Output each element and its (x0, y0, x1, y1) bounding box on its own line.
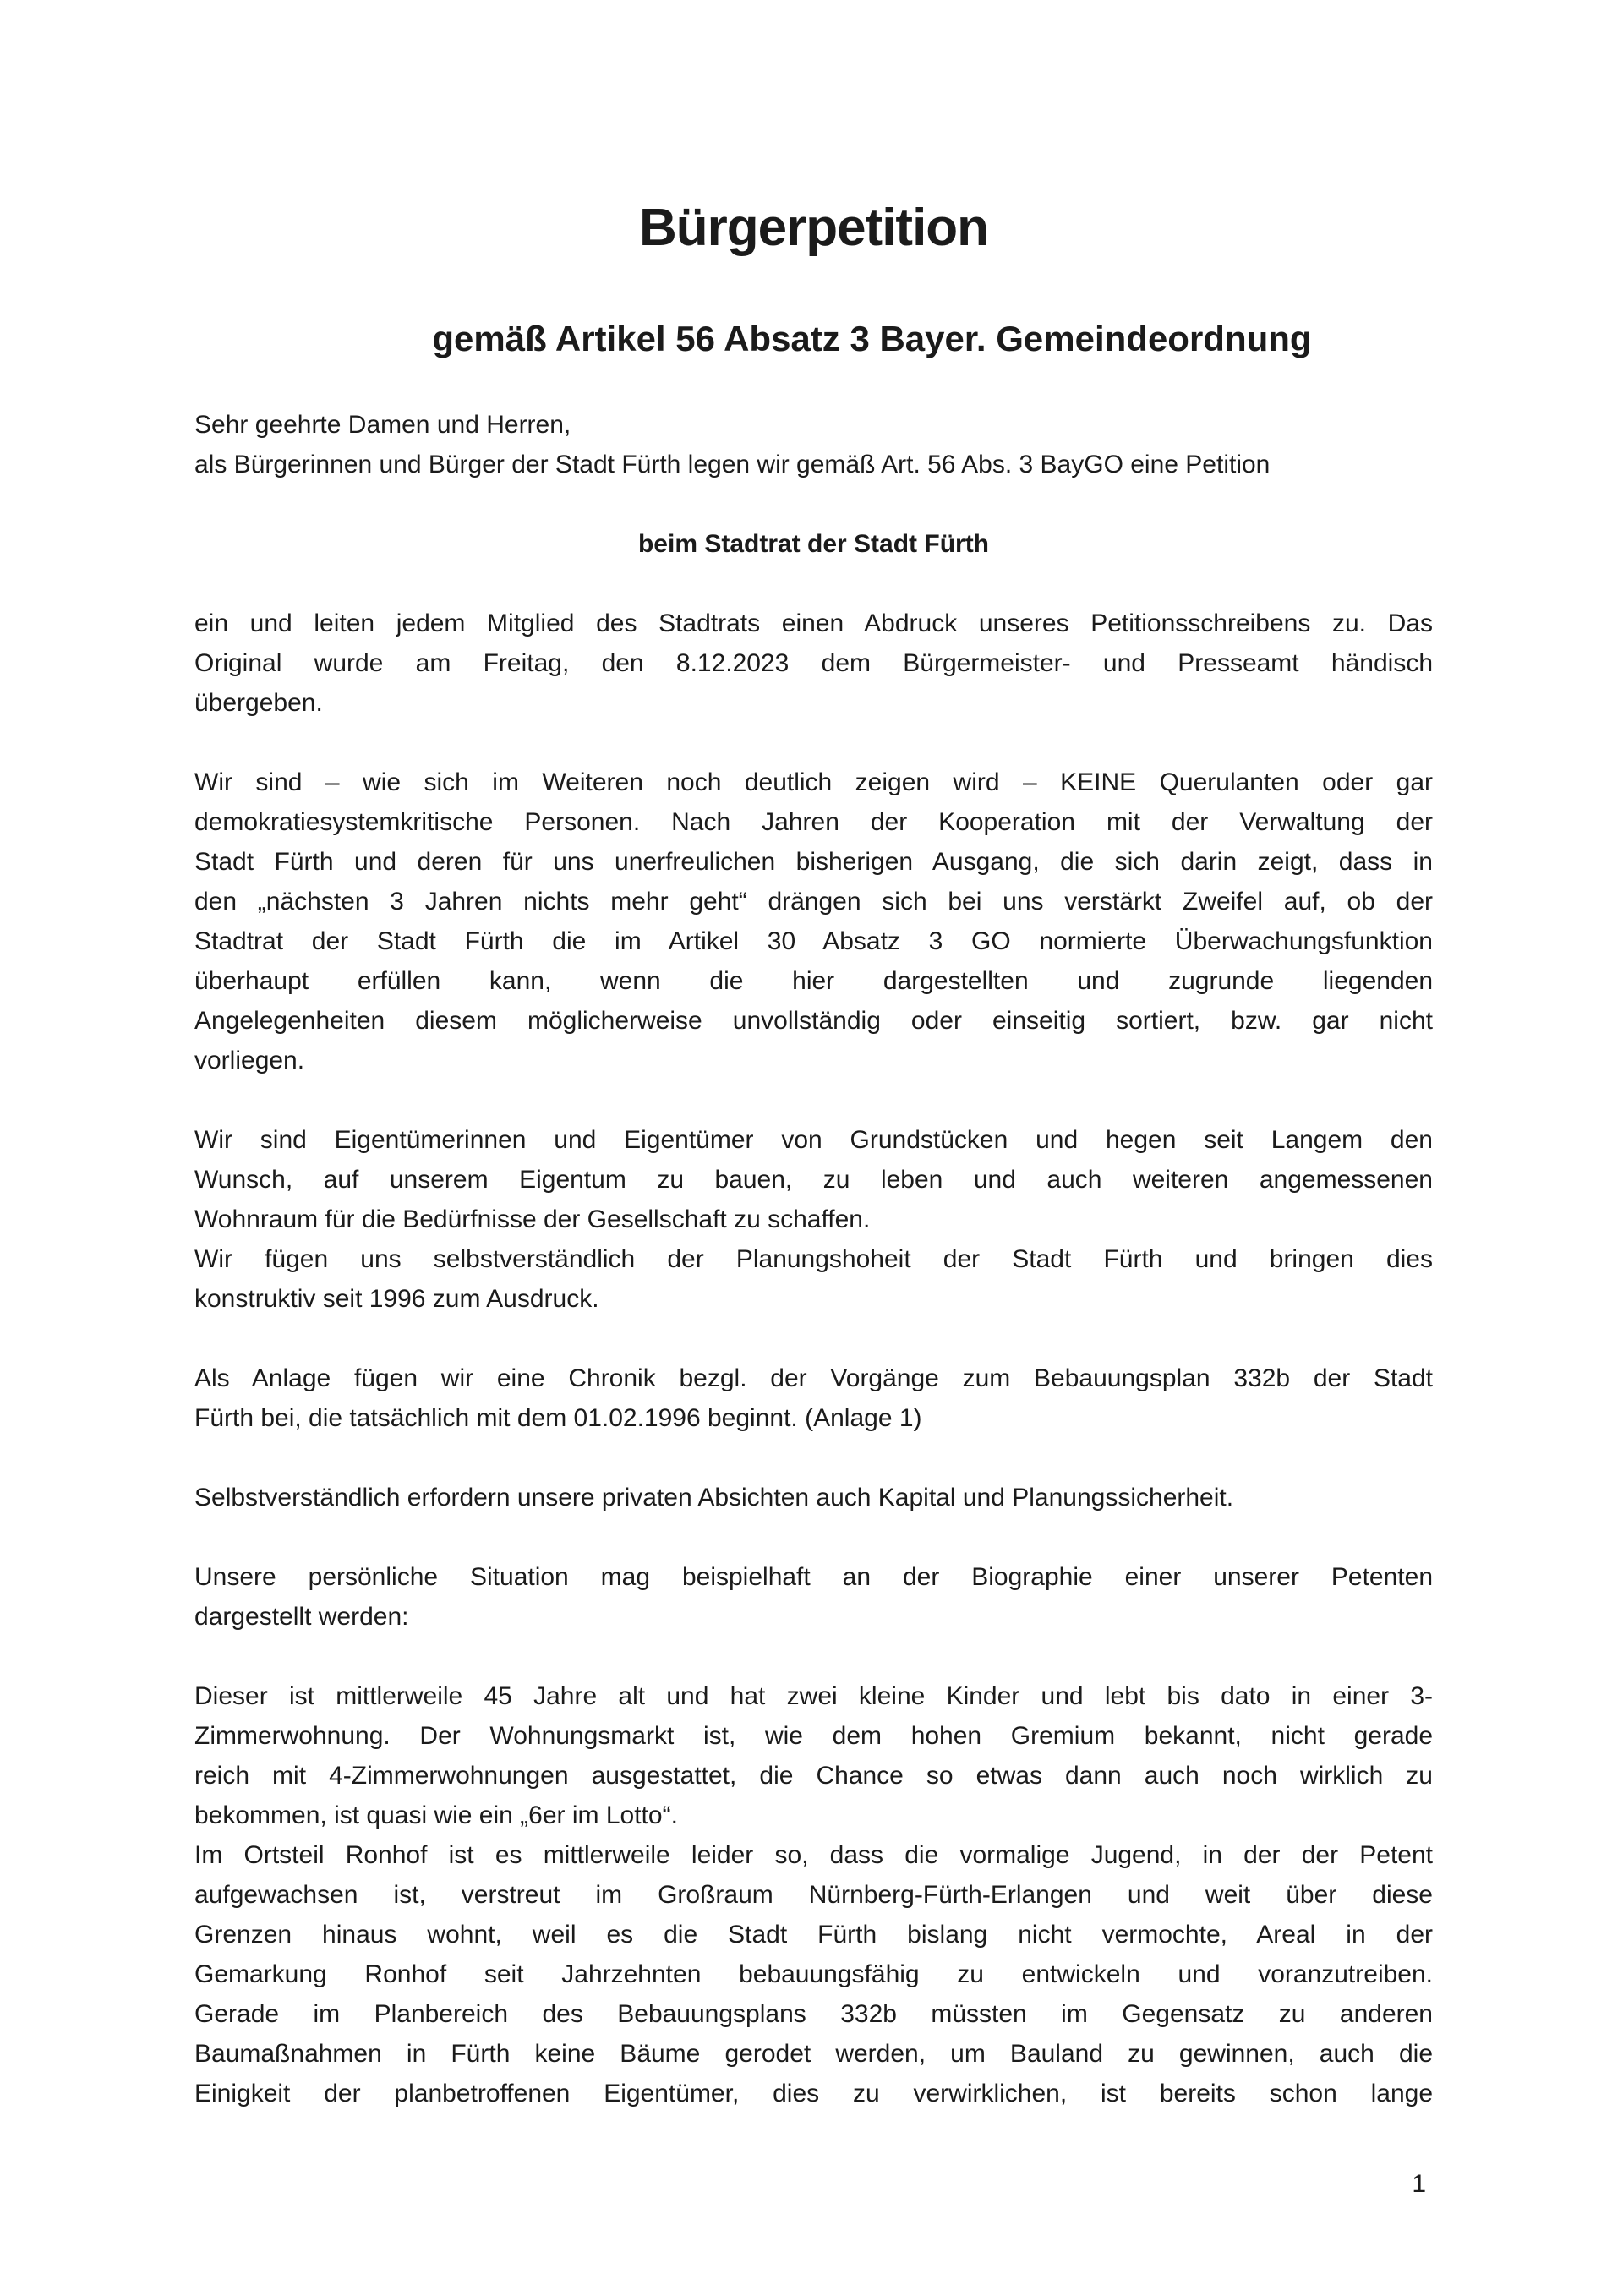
text-line: Grenzen hinaus wohnt, weil es die Stadt Fürth bislang nicht vermochte, Areal in der (194, 1921, 1433, 1949)
text-line: Sehr geehrte Damen und Herren, (194, 411, 571, 439)
text-line: bekommen, ist quasi wie ein „6er im Lotto“. (194, 1801, 678, 1829)
text-line: den „nächsten 3 Jahren nichts mehr geht“ drängen sich bei uns verstärkt Zweifel auf, ob der (194, 888, 1433, 916)
text-line: dargestellt werden: (194, 1603, 409, 1631)
text-line: Original wurde am Freitag, den 8.12.2023 dem Bürgermeister- und Presseamt händisch (194, 649, 1433, 677)
paragraph-biography (194, 1676, 1433, 1835)
text-line: überhaupt erfüllen kann, wenn die hier dargestellten und zugrunde liegenden (194, 967, 1433, 995)
greeting-block (194, 405, 1433, 484)
text-line: vorliegen. (194, 1047, 305, 1074)
paragraph-owners (194, 1120, 1433, 1239)
text-line: übergeben. (194, 689, 323, 717)
paragraph-chronicle-annex (194, 1358, 1433, 1438)
text-line: Wir fügen uns selbstverständlich der Planungshoheit der Stadt Fürth und bringen dies (194, 1245, 1433, 1273)
text-line: Angelegenheiten diesem möglicherweise unvollständig oder einseitig sortiert, bzw. gar nicht (194, 1007, 1433, 1035)
text-line: reich mit 4-Zimmerwohnungen ausgestattet, die Chance so etwas dann auch noch wirklich zu (194, 1762, 1433, 1790)
text-line: Unsere persönliche Situation mag beispielhaft an der Biographie einer unserer Petenten (194, 1563, 1433, 1591)
text-line: Baumaßnahmen in Fürth keine Bäume gerodet werden, um Bauland zu gewinnen, auch die (194, 2040, 1433, 2068)
text-line: Wohnraum für die Bedürfnisse der Gesellschaft zu schaffen. (194, 1205, 871, 1233)
text-line: Dieser ist mittlerweile 45 Jahre alt und hat zwei kleine Kinder und lebt bis dato in einer 3- (194, 1682, 1433, 1710)
document-title: Bürgerpetition (638, 199, 989, 257)
paragraph-delivery (194, 604, 1433, 723)
text-line: Gerade im Planbereich des Bebauungsplans 332b müssten im Gegensatz zu anderen (194, 2000, 1433, 2028)
text-line: ein und leiten jedem Mitglied des Stadtrats einen Abdruck unseres Petitionsschreibens zu. Das (194, 610, 1433, 637)
text-line: Als Anlage fügen wir eine Chronik bezgl. der Vorgänge zum Bebauungsplan 332b der Stadt (194, 1364, 1433, 1392)
text-line: Wir sind – wie sich im Weiteren noch deutlich zeigen wird – KEINE Querulanten oder gar (194, 768, 1433, 796)
text-line: Wir sind Eigentümerinnen und Eigentümer von Grundstücken und hegen seit Langem den (194, 1126, 1433, 1154)
text-line: aufgewachsen ist, verstreut im Großraum Nürnberg-Fürth-Erlangen und weit über diese (194, 1881, 1433, 1909)
document-content (194, 0, 1433, 2204)
text-line: Selbstverständlich erfordern unsere privaten Absichten auch Kapital und Planungssicherheit. (194, 1484, 1234, 1512)
text-line: konstruktiv seit 1996 zum Ausdruck. (194, 1285, 599, 1313)
paragraph-planning-authority (194, 1239, 1433, 1319)
text-line: Einigkeit der planbetroffenen Eigentümer, dies zu verwirklichen, ist bereits schon lange (194, 2080, 1433, 2107)
text-line: Zimmerwohnung. Der Wohnungsmarkt ist, wie dem hohen Gremium bekannt, nicht gerade (194, 1722, 1433, 1750)
text-line: Gemarkung Ronhof seit Jahrzehnten bebauungsfähig zu entwickeln und voranzutreiben. (194, 1960, 1433, 1988)
paragraph-no-querulants (194, 763, 1433, 1080)
addressee-heading: beim Stadtrat der Stadt Fürth (637, 530, 990, 558)
text-line: Stadt Fürth und deren für uns unerfreulichen bisherigen Ausgang, die sich darin zeigt, dass in (194, 848, 1433, 876)
text-line: demokratiesystemkritische Personen. Nach Jahren der Kooperation mit der Verwaltung der (194, 808, 1433, 836)
paragraph-ronhof (194, 1835, 1433, 2113)
page-number: 1 (1412, 2170, 1426, 2198)
text-line: Wunsch, auf unserem Eigentum zu bauen, zu leben und auch weiteren angemessenen (194, 1166, 1433, 1194)
text-line: als Bürgerinnen und Bürger der Stadt Fürth legen wir gemäß Art. 56 Abs. 3 BayGO eine Petition (194, 451, 1271, 478)
document-subtitle: gemäß Artikel 56 Absatz 3 Bayer. Gemeindeordnung (432, 319, 1312, 358)
text-line: Fürth bei, die tatsächlich mit dem 01.02.1996 beginnt. (Anlage 1) (194, 1404, 922, 1432)
paragraph-personal-situation (194, 1557, 1433, 1637)
text-line: Im Ortsteil Ronhof ist es mittlerweile leider so, dass die vormalige Jugend, in der der Petent (194, 1841, 1433, 1869)
paragraph-capital (194, 1478, 1433, 1517)
text-line: Stadtrat der Stadt Fürth die im Artikel 30 Absatz 3 GO normierte Überwachungsfunktion (194, 927, 1433, 955)
